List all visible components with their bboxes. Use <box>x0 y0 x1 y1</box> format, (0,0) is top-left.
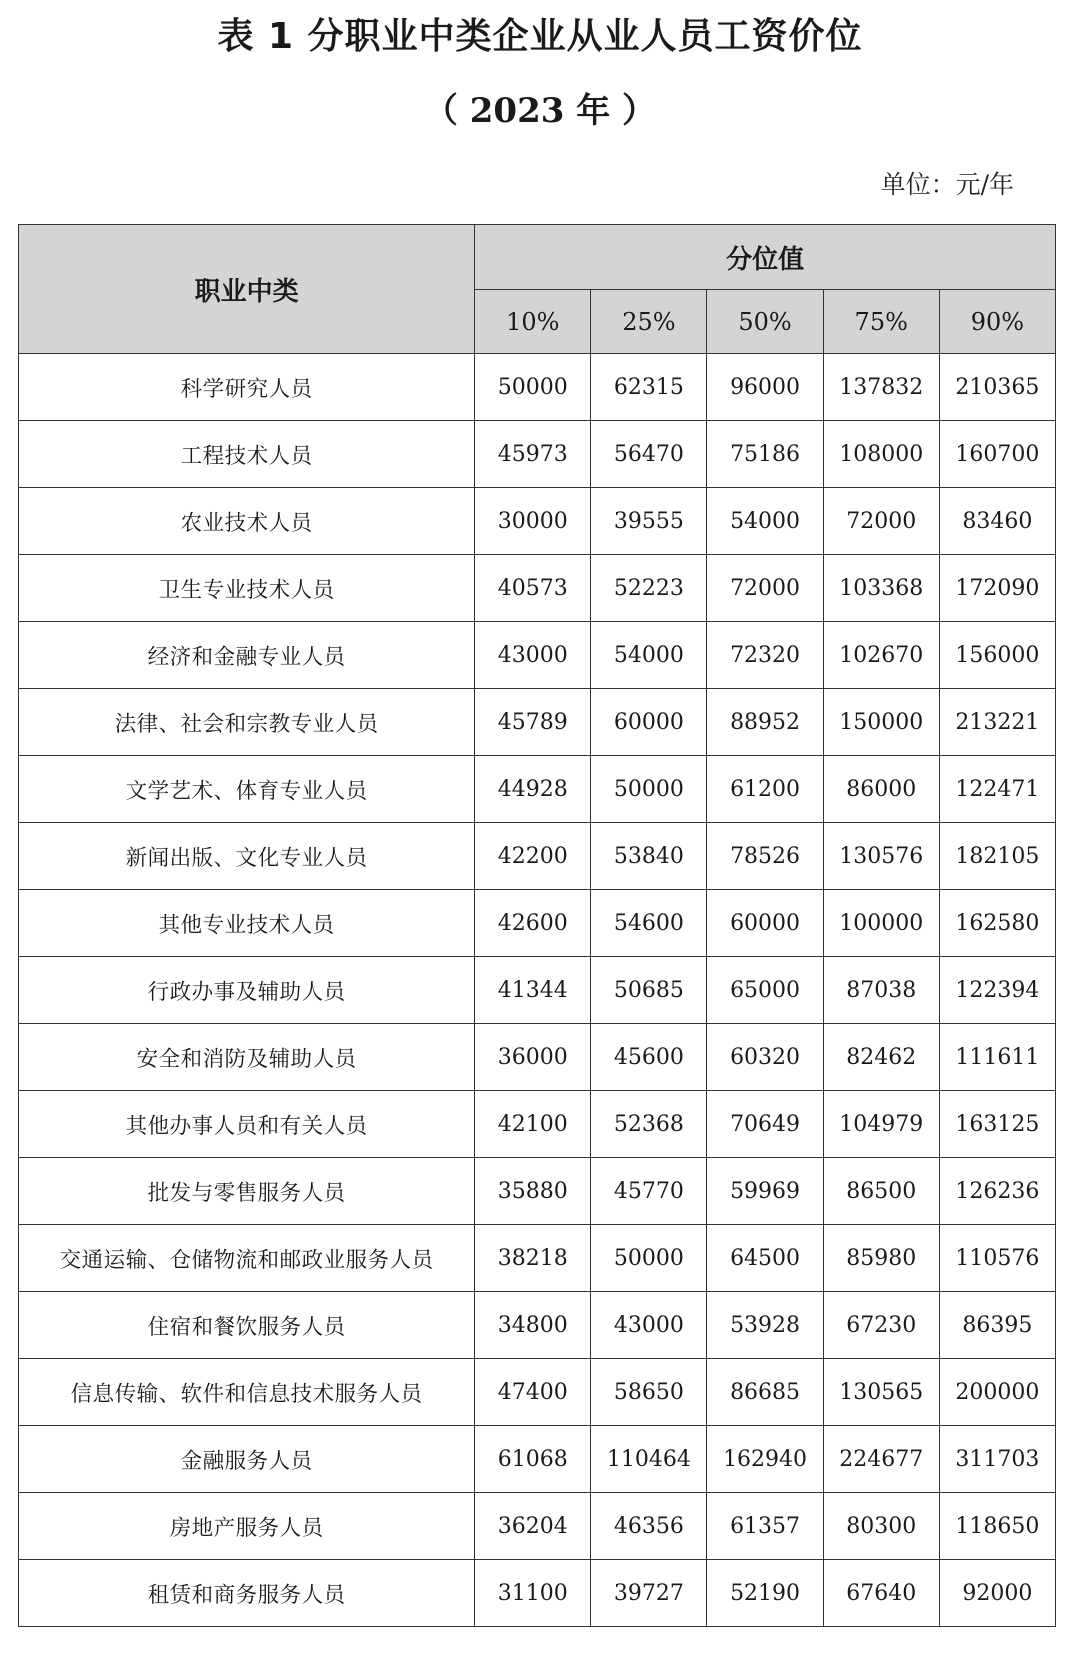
wage-cell-p25: 50000 <box>591 756 707 823</box>
wage-cell-p90: 92000 <box>939 1560 1055 1627</box>
wage-cell-p10: 50000 <box>475 354 591 421</box>
table-row <box>19 354 1056 421</box>
unit-label: 单位：元/年 <box>880 170 1014 199</box>
table-row <box>19 1426 1056 1493</box>
wage-cell-p25: 45600 <box>591 1024 707 1091</box>
wage-cell-p90: 182105 <box>939 823 1055 890</box>
wage-cell-p50: 60000 <box>707 890 823 957</box>
wage-cell-p90: 210365 <box>939 354 1055 421</box>
table-row <box>19 1158 1056 1225</box>
header-p90: 90% <box>939 290 1055 354</box>
wage-cell-p90: 311703 <box>939 1426 1055 1493</box>
wage-cell-p90: 83460 <box>939 488 1055 555</box>
wage-cell-p50: 88952 <box>707 689 823 756</box>
wage-cell-p25: 53840 <box>591 823 707 890</box>
occupation-cell: 其他专业技术人员 <box>19 890 475 957</box>
table-row <box>19 555 1056 622</box>
header-occupation: 职业中类 <box>19 225 475 354</box>
wage-cell-p90: 163125 <box>939 1091 1055 1158</box>
wage-cell-p90: 118650 <box>939 1493 1055 1560</box>
wage-cell-p10: 44928 <box>475 756 591 823</box>
wage-cell-p10: 61068 <box>475 1426 591 1493</box>
wage-cell-p25: 39727 <box>591 1560 707 1627</box>
wage-cell-p50: 52190 <box>707 1560 823 1627</box>
header-p25: 25% <box>591 290 707 354</box>
occupation-cell: 其他办事人员和有关人员 <box>19 1091 475 1158</box>
wage-cell-p10: 35880 <box>475 1158 591 1225</box>
table-body <box>19 354 1056 1627</box>
wage-cell-p25: 50000 <box>591 1225 707 1292</box>
header-percentile-group: 分位值 <box>475 225 1056 290</box>
occupation-cell: 住宿和餐饮服务人员 <box>19 1292 475 1359</box>
occupation-cell: 行政办事及辅助人员 <box>19 957 475 1024</box>
wage-cell-p75: 100000 <box>823 890 939 957</box>
table-row <box>19 957 1056 1024</box>
page-subtitle-year: （ 2023 年 ） <box>423 91 657 131</box>
wage-cell-p75: 67230 <box>823 1292 939 1359</box>
wage-cell-p75: 80300 <box>823 1493 939 1560</box>
wage-cell-p10: 40573 <box>475 555 591 622</box>
wage-cell-p25: 52223 <box>591 555 707 622</box>
wage-cell-p90: 156000 <box>939 622 1055 689</box>
table-row <box>19 756 1056 823</box>
wage-cell-p10: 47400 <box>475 1359 591 1426</box>
table-row <box>19 1292 1056 1359</box>
occupation-cell: 经济和金融专业人员 <box>19 622 475 689</box>
occupation-cell: 交通运输、仓储物流和邮政业服务人员 <box>19 1225 475 1292</box>
table-row <box>19 823 1056 890</box>
wage-cell-p10: 41344 <box>475 957 591 1024</box>
wage-cell-p25: 110464 <box>591 1426 707 1493</box>
page-title: 表 1 分职业中类企业从业人员工资价位 <box>217 16 863 57</box>
wage-cell-p90: 162580 <box>939 890 1055 957</box>
wage-cell-p10: 43000 <box>475 622 591 689</box>
wage-cell-p25: 54000 <box>591 622 707 689</box>
wage-cell-p25: 46356 <box>591 1493 707 1560</box>
table-row <box>19 421 1056 488</box>
wage-cell-p75: 86500 <box>823 1158 939 1225</box>
header-p10: 10% <box>475 290 591 354</box>
occupation-cell: 金融服务人员 <box>19 1426 475 1493</box>
wage-cell-p90: 122394 <box>939 957 1055 1024</box>
occupation-cell: 科学研究人员 <box>19 354 475 421</box>
wage-cell-p10: 31100 <box>475 1560 591 1627</box>
wage-cell-p50: 86685 <box>707 1359 823 1426</box>
wage-cell-p50: 72000 <box>707 555 823 622</box>
occupation-cell: 法律、社会和宗教专业人员 <box>19 689 475 756</box>
wage-cell-p90: 86395 <box>939 1292 1055 1359</box>
wage-cell-p75: 85980 <box>823 1225 939 1292</box>
wage-cell-p50: 72320 <box>707 622 823 689</box>
wage-cell-p25: 62315 <box>591 354 707 421</box>
wage-table <box>18 224 1056 1627</box>
wage-cell-p25: 50685 <box>591 957 707 1024</box>
wage-cell-p90: 122471 <box>939 756 1055 823</box>
wage-cell-p50: 75186 <box>707 421 823 488</box>
occupation-cell: 工程技术人员 <box>19 421 475 488</box>
table-row <box>19 1091 1056 1158</box>
wage-cell-p50: 60320 <box>707 1024 823 1091</box>
wage-cell-p50: 54000 <box>707 488 823 555</box>
wage-cell-p75: 137832 <box>823 354 939 421</box>
table-header <box>19 225 1056 354</box>
wage-cell-p10: 36204 <box>475 1493 591 1560</box>
wage-cell-p25: 60000 <box>591 689 707 756</box>
occupation-cell: 房地产服务人员 <box>19 1493 475 1560</box>
table-row <box>19 890 1056 957</box>
wage-cell-p25: 52368 <box>591 1091 707 1158</box>
header-p75: 75% <box>823 290 939 354</box>
table-row <box>19 689 1056 756</box>
wage-cell-p75: 103368 <box>823 555 939 622</box>
wage-cell-p25: 54600 <box>591 890 707 957</box>
wage-cell-p25: 39555 <box>591 488 707 555</box>
wage-cell-p10: 45789 <box>475 689 591 756</box>
table-row <box>19 1493 1056 1560</box>
wage-cell-p50: 162940 <box>707 1426 823 1493</box>
table-row <box>19 1560 1056 1627</box>
wage-cell-p75: 102670 <box>823 622 939 689</box>
header-row-top <box>19 225 1056 290</box>
header-p50: 50% <box>707 290 823 354</box>
wage-cell-p50: 61200 <box>707 756 823 823</box>
wage-cell-p75: 130576 <box>823 823 939 890</box>
occupation-cell: 农业技术人员 <box>19 488 475 555</box>
wage-cell-p25: 43000 <box>591 1292 707 1359</box>
wage-cell-p50: 64500 <box>707 1225 823 1292</box>
wage-cell-p10: 30000 <box>475 488 591 555</box>
wage-cell-p10: 38218 <box>475 1225 591 1292</box>
wage-cell-p75: 82462 <box>823 1024 939 1091</box>
wage-cell-p90: 126236 <box>939 1158 1055 1225</box>
wage-cell-p25: 58650 <box>591 1359 707 1426</box>
occupation-cell: 新闻出版、文化专业人员 <box>19 823 475 890</box>
table-row <box>19 1359 1056 1426</box>
wage-cell-p10: 36000 <box>475 1024 591 1091</box>
wage-cell-p50: 53928 <box>707 1292 823 1359</box>
wage-cell-p90: 111611 <box>939 1024 1055 1091</box>
occupation-cell: 安全和消防及辅助人员 <box>19 1024 475 1091</box>
wage-cell-p50: 78526 <box>707 823 823 890</box>
wage-cell-p90: 213221 <box>939 689 1055 756</box>
wage-cell-p75: 87038 <box>823 957 939 1024</box>
occupation-cell: 批发与零售服务人员 <box>19 1158 475 1225</box>
wage-cell-p90: 172090 <box>939 555 1055 622</box>
occupation-cell: 信息传输、软件和信息技术服务人员 <box>19 1359 475 1426</box>
wage-cell-p75: 130565 <box>823 1359 939 1426</box>
wage-cell-p10: 42200 <box>475 823 591 890</box>
occupation-cell: 文学艺术、体育专业人员 <box>19 756 475 823</box>
wage-cell-p50: 59969 <box>707 1158 823 1225</box>
wage-cell-p50: 70649 <box>707 1091 823 1158</box>
wage-cell-p50: 61357 <box>707 1493 823 1560</box>
wage-cell-p10: 45973 <box>475 421 591 488</box>
wage-cell-p75: 67640 <box>823 1560 939 1627</box>
wage-cell-p25: 45770 <box>591 1158 707 1225</box>
wage-cell-p75: 108000 <box>823 421 939 488</box>
table-row <box>19 488 1056 555</box>
table-row <box>19 1225 1056 1292</box>
wage-cell-p90: 200000 <box>939 1359 1055 1426</box>
wage-cell-p10: 42600 <box>475 890 591 957</box>
wage-cell-p75: 72000 <box>823 488 939 555</box>
table-row <box>19 1024 1056 1091</box>
wage-cell-p10: 42100 <box>475 1091 591 1158</box>
wage-cell-p90: 160700 <box>939 421 1055 488</box>
wage-cell-p10: 34800 <box>475 1292 591 1359</box>
wage-cell-p75: 150000 <box>823 689 939 756</box>
occupation-cell: 卫生专业技术人员 <box>19 555 475 622</box>
wage-cell-p75: 104979 <box>823 1091 939 1158</box>
wage-cell-p75: 86000 <box>823 756 939 823</box>
occupation-cell: 租赁和商务服务人员 <box>19 1560 475 1627</box>
wage-cell-p50: 96000 <box>707 354 823 421</box>
wage-cell-p75: 224677 <box>823 1426 939 1493</box>
wage-cell-p50: 65000 <box>707 957 823 1024</box>
wage-cell-p90: 110576 <box>939 1225 1055 1292</box>
wage-cell-p25: 56470 <box>591 421 707 488</box>
table-row <box>19 622 1056 689</box>
